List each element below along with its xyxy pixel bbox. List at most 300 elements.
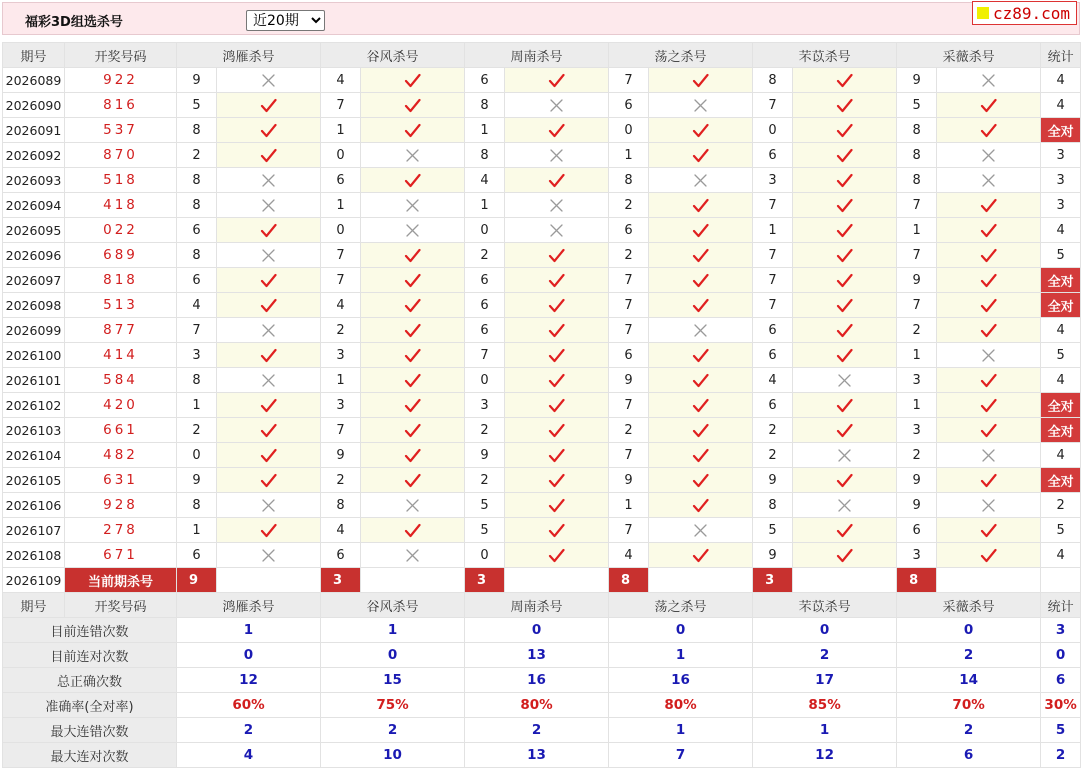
result-mark xyxy=(649,343,753,368)
kill-number: 6 xyxy=(321,543,361,568)
draw-number: 414 xyxy=(65,343,177,368)
issue-cell: 2026089 xyxy=(3,68,65,93)
current-kill-number: 3 xyxy=(753,568,793,593)
check-icon xyxy=(692,223,709,238)
summary-value: 1 xyxy=(753,718,897,743)
table-row xyxy=(3,518,1081,543)
result-mark xyxy=(361,318,465,343)
kill-number: 3 xyxy=(321,393,361,418)
kill-number: 8 xyxy=(177,368,217,393)
check-icon xyxy=(692,398,709,413)
cross-icon xyxy=(980,148,997,163)
summary-value: 2 xyxy=(897,643,1041,668)
page-title: 福彩3D组选杀号 xyxy=(25,15,123,30)
result-mark xyxy=(217,193,321,218)
col-expert: 鸿雁杀号 xyxy=(177,43,321,68)
issue-cell: 2026104 xyxy=(3,443,65,468)
result-mark xyxy=(649,368,753,393)
check-icon xyxy=(836,473,853,488)
result-mark xyxy=(937,518,1041,543)
result-mark xyxy=(217,443,321,468)
kill-number: 9 xyxy=(753,543,793,568)
check-icon xyxy=(548,348,565,363)
current-kill-number: 8 xyxy=(609,568,649,593)
result-mark xyxy=(217,68,321,93)
current-stat-blank xyxy=(1041,568,1081,593)
summary-label: 目前连错次数 xyxy=(3,618,177,643)
summary-value: 80% xyxy=(465,693,609,718)
check-icon xyxy=(692,123,709,138)
check-icon xyxy=(404,473,421,488)
result-mark xyxy=(793,368,897,393)
draw-number: 278 xyxy=(65,518,177,543)
kill-number: 4 xyxy=(321,518,361,543)
result-mark xyxy=(937,68,1041,93)
draw-number: 584 xyxy=(65,368,177,393)
table-row xyxy=(3,543,1081,568)
kill-number: 7 xyxy=(609,68,649,93)
summary-value: 0 xyxy=(465,618,609,643)
result-mark xyxy=(649,143,753,168)
col-expert: 鸿雁杀号 xyxy=(177,593,321,618)
issue-cell: 2026099 xyxy=(3,318,65,343)
kill-number: 0 xyxy=(177,443,217,468)
check-icon xyxy=(836,348,853,363)
summary-value: 2 xyxy=(897,718,1041,743)
check-icon xyxy=(692,473,709,488)
kill-number: 6 xyxy=(753,318,793,343)
kill-number: 7 xyxy=(753,268,793,293)
table-row xyxy=(3,468,1081,493)
kill-number: 7 xyxy=(609,443,649,468)
draw-number: 420 xyxy=(65,393,177,418)
summary-value: 85% xyxy=(753,693,897,718)
table-body xyxy=(3,43,1081,768)
check-icon xyxy=(260,123,277,138)
stat-cell: 全对 xyxy=(1041,468,1081,493)
issue-cell: 2026097 xyxy=(3,268,65,293)
kill-number: 8 xyxy=(177,243,217,268)
check-icon xyxy=(836,173,853,188)
check-icon xyxy=(548,523,565,538)
col-stat: 统计 xyxy=(1041,593,1081,618)
summary-value: 0 xyxy=(177,643,321,668)
draw-number: 631 xyxy=(65,468,177,493)
result-mark xyxy=(793,243,897,268)
summary-value: 12 xyxy=(753,743,897,768)
issue-cell: 2026096 xyxy=(3,243,65,268)
kill-number: 6 xyxy=(753,343,793,368)
issue-cell: 2026103 xyxy=(3,418,65,443)
check-icon xyxy=(404,298,421,313)
kill-number: 7 xyxy=(897,293,937,318)
check-icon xyxy=(404,423,421,438)
stat-cell: 4 xyxy=(1041,368,1081,393)
result-mark xyxy=(649,118,753,143)
result-mark xyxy=(793,143,897,168)
kill-number: 9 xyxy=(897,493,937,518)
check-icon xyxy=(404,273,421,288)
cross-icon xyxy=(836,498,853,513)
summary-value: 0 xyxy=(609,618,753,643)
check-icon xyxy=(980,248,997,263)
kill-number: 6 xyxy=(465,268,505,293)
result-mark xyxy=(361,518,465,543)
cross-icon xyxy=(260,173,277,188)
summary-row xyxy=(3,668,1081,693)
check-icon xyxy=(260,148,277,163)
kill-number: 6 xyxy=(753,393,793,418)
stat-cell: 5 xyxy=(1041,243,1081,268)
table-row xyxy=(3,218,1081,243)
check-icon xyxy=(692,248,709,263)
result-mark xyxy=(793,218,897,243)
table-row xyxy=(3,443,1081,468)
summary-value: 60% xyxy=(177,693,321,718)
table-row xyxy=(3,243,1081,268)
summary-value: 10 xyxy=(321,743,465,768)
kill-number: 4 xyxy=(753,368,793,393)
kill-number: 4 xyxy=(321,293,361,318)
result-mark xyxy=(217,318,321,343)
result-mark xyxy=(793,543,897,568)
result-mark xyxy=(505,243,609,268)
check-icon xyxy=(836,323,853,338)
kill-number: 5 xyxy=(753,518,793,543)
draw-number: 818 xyxy=(65,268,177,293)
cross-icon xyxy=(548,98,565,113)
kill-number: 1 xyxy=(609,143,649,168)
check-icon xyxy=(548,498,565,513)
kill-number: 2 xyxy=(609,193,649,218)
check-icon xyxy=(980,473,997,488)
summary-value: 15 xyxy=(321,668,465,693)
summary-value: 80% xyxy=(609,693,753,718)
result-mark xyxy=(217,168,321,193)
result-mark xyxy=(505,543,609,568)
kill-number: 3 xyxy=(177,343,217,368)
summary-value: 70% xyxy=(897,693,1041,718)
result-mark xyxy=(937,368,1041,393)
result-mark xyxy=(649,543,753,568)
kill-number: 7 xyxy=(609,318,649,343)
check-icon xyxy=(404,248,421,263)
stat-cell: 5 xyxy=(1041,343,1081,368)
result-mark xyxy=(793,393,897,418)
col-expert: 采薇杀号 xyxy=(897,43,1041,68)
kill-number: 2 xyxy=(609,243,649,268)
col-expert: 周南杀号 xyxy=(465,593,609,618)
kill-number: 7 xyxy=(321,418,361,443)
kill-number: 1 xyxy=(321,118,361,143)
summary-label: 准确率(全对率) xyxy=(3,693,177,718)
check-icon xyxy=(836,273,853,288)
col-expert: 芣苡杀号 xyxy=(753,43,897,68)
table-row xyxy=(3,143,1081,168)
draw-number: 022 xyxy=(65,218,177,243)
current-kill-number: 8 xyxy=(897,568,937,593)
stat-cell: 4 xyxy=(1041,318,1081,343)
draw-number: 922 xyxy=(65,68,177,93)
table-row xyxy=(3,93,1081,118)
result-mark xyxy=(505,93,609,118)
check-icon xyxy=(548,298,565,313)
result-mark xyxy=(505,118,609,143)
cross-icon xyxy=(404,148,421,163)
stat-cell: 全对 xyxy=(1041,293,1081,318)
check-icon xyxy=(404,448,421,463)
result-mark xyxy=(937,268,1041,293)
kill-number: 9 xyxy=(321,443,361,468)
result-mark xyxy=(649,68,753,93)
kill-number: 8 xyxy=(897,168,937,193)
check-icon xyxy=(692,548,709,563)
result-mark xyxy=(793,318,897,343)
kill-number: 6 xyxy=(465,318,505,343)
check-icon xyxy=(836,148,853,163)
kill-number: 1 xyxy=(609,493,649,518)
summary-value: 14 xyxy=(897,668,1041,693)
current-kill-blank xyxy=(649,568,753,593)
check-icon xyxy=(692,373,709,388)
brand-square-icon xyxy=(977,7,989,19)
result-mark xyxy=(361,468,465,493)
cross-icon xyxy=(260,548,277,563)
cross-icon xyxy=(404,223,421,238)
stat-cell: 全对 xyxy=(1041,268,1081,293)
check-icon xyxy=(548,548,565,563)
kill-number: 5 xyxy=(897,93,937,118)
result-mark xyxy=(649,318,753,343)
result-mark xyxy=(649,293,753,318)
issue-cell: 2026093 xyxy=(3,168,65,193)
cross-icon xyxy=(260,248,277,263)
current-kill-number: 3 xyxy=(465,568,505,593)
check-icon xyxy=(836,298,853,313)
kill-number: 8 xyxy=(177,493,217,518)
kill-number: 8 xyxy=(177,193,217,218)
brand-text: cz89.com xyxy=(992,3,1070,23)
check-icon xyxy=(692,298,709,313)
result-mark xyxy=(937,543,1041,568)
table-row xyxy=(3,268,1081,293)
check-icon xyxy=(980,298,997,313)
result-mark xyxy=(361,443,465,468)
current-kill-label: 当前期杀号 xyxy=(65,568,177,593)
current-issue: 2026109 xyxy=(3,568,65,593)
cross-icon xyxy=(548,223,565,238)
result-mark xyxy=(937,193,1041,218)
check-icon xyxy=(692,498,709,513)
kill-number: 8 xyxy=(321,493,361,518)
col-stat: 统计 xyxy=(1041,43,1081,68)
result-mark xyxy=(361,93,465,118)
issue-cell: 2026101 xyxy=(3,368,65,393)
result-mark xyxy=(793,518,897,543)
check-icon xyxy=(548,123,565,138)
kill-number: 1 xyxy=(897,218,937,243)
kill-number: 7 xyxy=(753,193,793,218)
kill-number: 7 xyxy=(609,293,649,318)
result-mark xyxy=(217,418,321,443)
cross-icon xyxy=(404,548,421,563)
check-icon xyxy=(836,423,853,438)
result-mark xyxy=(217,343,321,368)
col-issue: 期号 xyxy=(3,43,65,68)
result-mark xyxy=(649,418,753,443)
kill-number: 1 xyxy=(753,218,793,243)
result-mark xyxy=(361,493,465,518)
table-row xyxy=(3,343,1081,368)
result-mark xyxy=(649,443,753,468)
result-mark xyxy=(217,518,321,543)
col-expert: 谷风杀号 xyxy=(321,43,465,68)
result-mark xyxy=(217,368,321,393)
result-mark xyxy=(361,168,465,193)
result-mark xyxy=(937,93,1041,118)
result-mark xyxy=(505,518,609,543)
check-icon xyxy=(548,473,565,488)
kill-number: 7 xyxy=(321,268,361,293)
issue-cell: 2026092 xyxy=(3,143,65,168)
check-icon xyxy=(836,223,853,238)
current-kill-blank xyxy=(793,568,897,593)
stat-cell: 5 xyxy=(1041,518,1081,543)
check-icon xyxy=(980,198,997,213)
kill-number: 1 xyxy=(321,368,361,393)
result-mark xyxy=(361,118,465,143)
kill-number: 7 xyxy=(177,318,217,343)
current-kill-blank xyxy=(217,568,321,593)
kill-number: 2 xyxy=(465,243,505,268)
kill-number: 2 xyxy=(177,143,217,168)
check-icon xyxy=(836,523,853,538)
cross-icon xyxy=(548,198,565,213)
cross-icon xyxy=(260,373,277,388)
kill-number: 8 xyxy=(753,68,793,93)
kill-number: 7 xyxy=(321,93,361,118)
stat-cell: 全对 xyxy=(1041,418,1081,443)
summary-value: 0 xyxy=(753,618,897,643)
kill-number: 9 xyxy=(177,468,217,493)
summary-row xyxy=(3,693,1081,718)
draw-number: 513 xyxy=(65,293,177,318)
kill-number: 6 xyxy=(177,543,217,568)
summary-value: 1 xyxy=(609,643,753,668)
current-kill-number: 3 xyxy=(321,568,361,593)
result-mark xyxy=(793,68,897,93)
check-icon xyxy=(980,398,997,413)
result-mark xyxy=(649,243,753,268)
issue-cell: 2026094 xyxy=(3,193,65,218)
result-mark xyxy=(649,93,753,118)
result-mark xyxy=(361,68,465,93)
draw-number: 518 xyxy=(65,168,177,193)
result-mark xyxy=(505,493,609,518)
cross-icon xyxy=(692,98,709,113)
result-mark xyxy=(361,393,465,418)
kill-number: 4 xyxy=(321,68,361,93)
table-row xyxy=(3,118,1081,143)
table-row xyxy=(3,318,1081,343)
cross-icon xyxy=(980,448,997,463)
kill-number: 5 xyxy=(465,493,505,518)
result-mark xyxy=(505,393,609,418)
stat-cell: 4 xyxy=(1041,68,1081,93)
check-icon xyxy=(692,73,709,88)
stat-cell: 3 xyxy=(1041,168,1081,193)
result-mark xyxy=(937,243,1041,268)
result-mark xyxy=(217,293,321,318)
summary-value: 13 xyxy=(465,743,609,768)
current-issue-row xyxy=(3,568,1081,593)
result-mark xyxy=(937,293,1041,318)
stat-cell: 3 xyxy=(1041,193,1081,218)
result-mark xyxy=(361,368,465,393)
kill-number: 5 xyxy=(177,93,217,118)
summary-value: 75% xyxy=(321,693,465,718)
result-mark xyxy=(793,443,897,468)
result-mark xyxy=(793,268,897,293)
summary-value: 1 xyxy=(609,718,753,743)
result-mark xyxy=(217,543,321,568)
table-row xyxy=(3,393,1081,418)
table-row xyxy=(3,168,1081,193)
check-icon xyxy=(260,398,277,413)
summary-value: 16 xyxy=(465,668,609,693)
draw-number: 928 xyxy=(65,493,177,518)
range-select[interactable] xyxy=(246,10,325,31)
current-kill-blank xyxy=(505,568,609,593)
kill-number: 6 xyxy=(609,343,649,368)
check-icon xyxy=(548,173,565,188)
cross-icon xyxy=(836,448,853,463)
result-mark xyxy=(793,343,897,368)
summary-value: 1 xyxy=(321,618,465,643)
stat-cell: 全对 xyxy=(1041,118,1081,143)
issue-cell: 2026100 xyxy=(3,343,65,368)
draw-number: 870 xyxy=(65,143,177,168)
summary-label: 目前连对次数 xyxy=(3,643,177,668)
check-icon xyxy=(692,348,709,363)
result-mark xyxy=(505,68,609,93)
draw-number: 671 xyxy=(65,543,177,568)
check-icon xyxy=(548,273,565,288)
kill-number: 7 xyxy=(753,293,793,318)
stat-cell: 2 xyxy=(1041,493,1081,518)
summary-value: 13 xyxy=(465,643,609,668)
result-mark xyxy=(793,193,897,218)
draw-number: 482 xyxy=(65,443,177,468)
result-mark xyxy=(937,168,1041,193)
table-row xyxy=(3,293,1081,318)
result-mark xyxy=(361,143,465,168)
result-mark xyxy=(793,493,897,518)
result-mark xyxy=(217,493,321,518)
result-mark xyxy=(361,343,465,368)
summary-value: 7 xyxy=(609,743,753,768)
kill-number: 2 xyxy=(465,418,505,443)
result-mark xyxy=(793,293,897,318)
kill-number: 1 xyxy=(321,193,361,218)
check-icon xyxy=(404,323,421,338)
table-row xyxy=(3,68,1081,93)
summary-value: 6 xyxy=(897,743,1041,768)
brand-logo[interactable] xyxy=(972,1,1077,25)
check-icon xyxy=(260,523,277,538)
check-icon xyxy=(692,448,709,463)
draw-number: 418 xyxy=(65,193,177,218)
